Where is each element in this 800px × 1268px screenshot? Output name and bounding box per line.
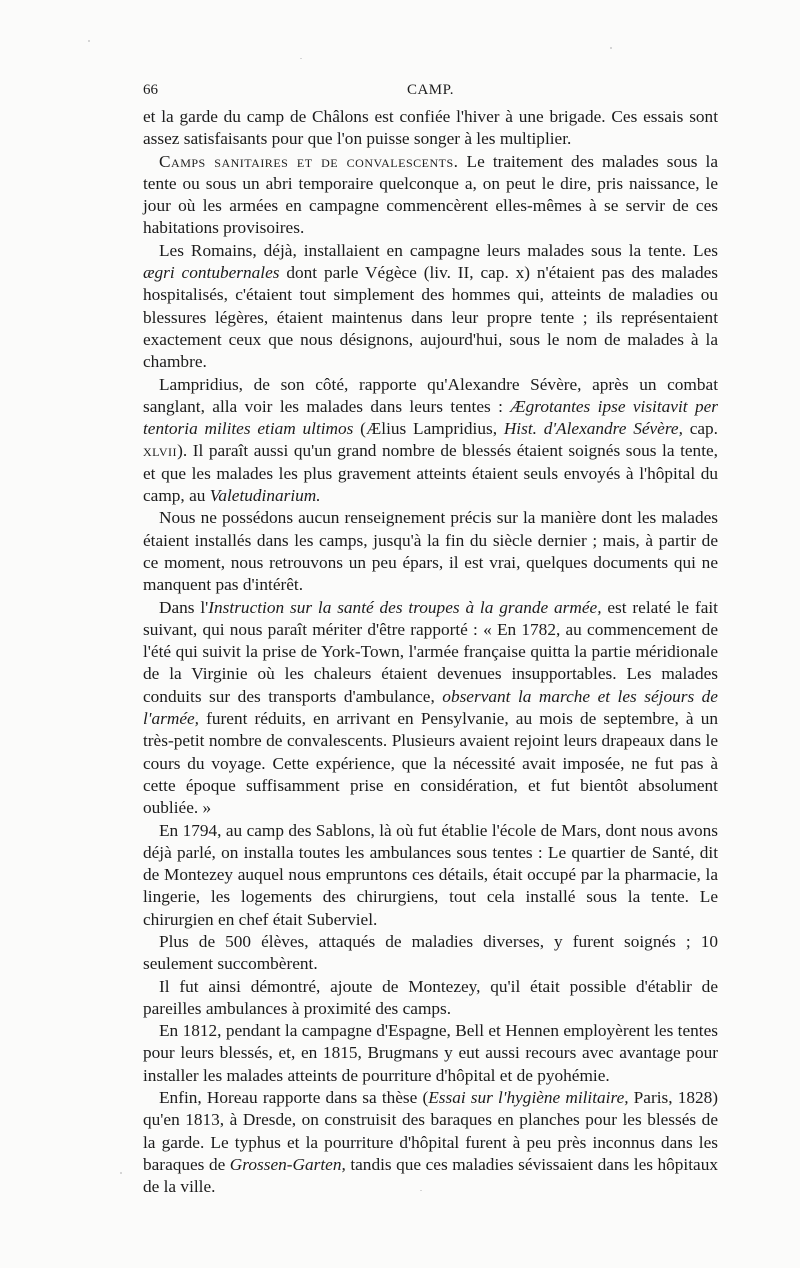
text-run: Les Romains, déjà, installaient en campagne leurs malades sous la tente. Les: [159, 240, 718, 260]
paragraph: [143, 820, 718, 931]
page-number: 66: [143, 82, 158, 98]
text-run: furent réduits, en arrivant en Pensylvanie, au mois de septembre, à un très-petit nombre de convalescents. Plusieurs avaient rejoint leurs drapeaux dans le cours du voyage. Cette expérience, que la nécessité avait imposée, ne fut pas à cette époque suffisamment prise en considération, et fut bientôt absolument oubliée. »: [143, 709, 718, 818]
scan-speck: [120, 1172, 122, 1174]
scan-speck: [420, 1190, 422, 1191]
paragraph-camps-sanitaires: [143, 151, 718, 240]
paragraph: [143, 240, 718, 374]
body-text: [143, 106, 718, 1199]
paragraph: [143, 976, 718, 1021]
paragraph: [143, 106, 718, 151]
scan-speck: [610, 47, 612, 49]
text-run: Paris, 1828) qu'en 1813, à Dresde, on construisit des baraques en planches pour les blessés de la garde. Le typhus et la pourriture d'hôpital furent à peu près inconnus dans les baraques de: [143, 1088, 719, 1174]
scan-speck: [88, 40, 90, 42]
text-run: Lampridius, de son côté, rapporte qu'Alexandre Sévère, après un combat sanglant, alla voir les malades dans leurs tentes :: [143, 374, 718, 416]
italic-run: Valetudinarium.: [209, 486, 321, 506]
italic-run: Instruction sur la santé des troupes à la grande armée,: [208, 597, 602, 617]
paragraph: [143, 374, 718, 508]
text-run: ). Il paraît aussi qu'un grand nombre de blessés étaient soignés sous la tente, et que les malades les plus gravement atteints étaient seuls envoyés à l'hôpital du camp, au: [143, 441, 718, 506]
italic-run: observant la marche et les séjours de l'armée,: [143, 686, 718, 729]
text-run: et la garde du camp de Châlons est confiée l'hiver à une brigade. Ces essais sont assez satisfaisants pour que l'on puisse songer à les multiplier.: [143, 107, 718, 149]
italic-run: Ægrotantes ipse visitavit per tentoria milites etiam ultimos: [143, 396, 718, 439]
scan-speck: [300, 58, 302, 59]
paragraph: [143, 507, 718, 596]
running-title: CAMP.: [406, 82, 455, 98]
italic-run: Hist. d'Alexandre Sévère,: [503, 419, 683, 439]
text-run: En 1794, au camp des Sablons, là où fut établie l'école de Mars, dont nous avons déjà parlé, on installa toutes les ambulances sous tentes : Le quartier de Santé, dit de Montezey auquel nous empruntons ces détails, était occupé par la pharmacie, la lingerie, les logements des chirurgiens, tout cela installé sous la tente. Le chirurgien en chef était Suberviel.: [143, 820, 718, 929]
paragraph: [143, 597, 718, 820]
italic-run: ægri contubernales: [143, 263, 280, 283]
running-head: [143, 78, 718, 106]
paragraph: [143, 931, 718, 976]
paragraph: [143, 1020, 718, 1087]
text-run: Il fut ainsi démontré, ajoute de Montezey, qu'il était possible d'établir de pareilles ambulances à proximité des camps.: [143, 976, 718, 1018]
text-run: Plus de 500 élèves, attaqués de maladies diverses, y furent soignés ; 10 seulement succombèrent.: [143, 931, 718, 974]
text-run: cap.: [682, 419, 718, 439]
text-run: dont parle Végèce (liv. II, cap. x) n'étaient pas des malades hospitalisés, c'étaient tout simplement des hommes qui, atteints de maladies ou blessures légères, étaient maintenus dans leur propre tente ; ils représentaient exactement ceux que nous désignons, aujourd'hui, sous le nom de malades à la chambre.: [143, 263, 719, 372]
text-run: En 1812, pendant la campagne d'Espagne, Bell et Hennen employèrent les tentes pour leurs blessés, et, en 1815, Brugmans y eut aussi recours avec avantage pour installer les malades atteints de pourriture d'hôpital et de pyohémie.: [143, 1021, 718, 1085]
italic-run: Essai sur l'hygiène militaire,: [428, 1088, 629, 1108]
text-run: est relaté le fait suivant, qui nous paraît mériter d'être rapporté : « En 1782, au commencement de l'été qui suivit la prise de York-Town, l'armée française quitta la partie méridionale de la Virginie où les chaleurs étaient devenues insupportables. Les malades conduits sur des transports d'ambulance,: [143, 597, 718, 706]
paragraph: [143, 1087, 718, 1198]
text-run: Dans l': [159, 597, 209, 617]
text-run: Nous ne possédons aucun renseignement précis sur la manière dont les malades étaient installés dans les camps, jusqu'à la fin du siècle dernier ; mais, à partir de ce moment, nous retrouvons un peu épars, il est vrai, quelques documents qui ne manquent pas d'intérêt.: [143, 508, 718, 595]
italic-run: Grossen-Garten,: [229, 1154, 346, 1174]
smallcaps-run: xlvii: [143, 441, 178, 461]
text-run: Le traitement des malades sous la tente ou sous un abri temporaire quelconque a, on peut le dire, pris naissance, le jour où les armées en campagne commencèrent elles-mêmes à se servir de ces habitations provisoires.: [143, 151, 719, 238]
text-run: (Ælius Lampridius,: [353, 419, 504, 439]
smallcaps-run: Camps sanitaires et de convalescents.: [159, 151, 459, 171]
book-page: [143, 78, 718, 1199]
text-run: Enfin, Horeau rapporte dans sa thèse (: [159, 1088, 429, 1108]
text-run: tandis que ces maladies sévissaient dans les hôpitaux de la ville.: [143, 1154, 718, 1197]
